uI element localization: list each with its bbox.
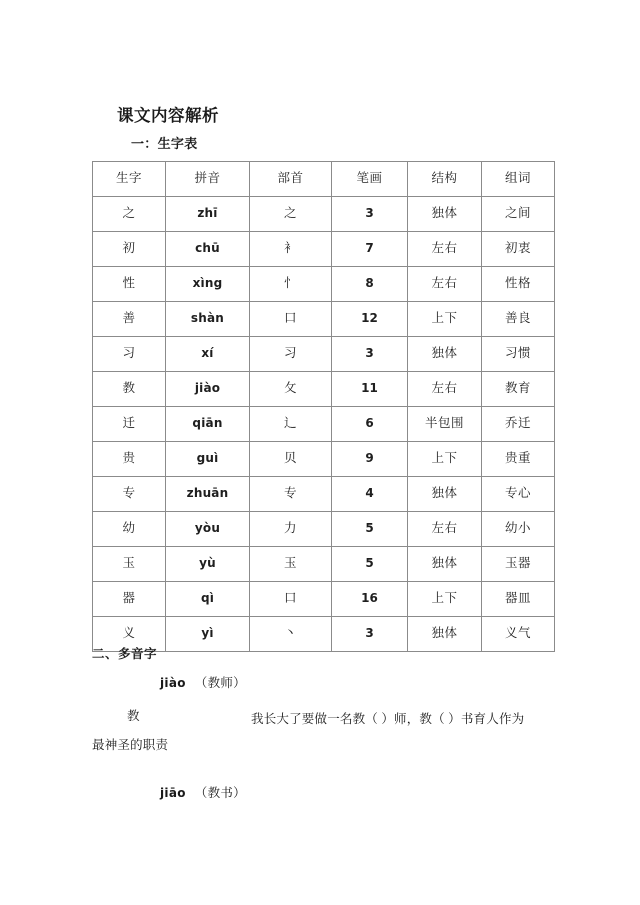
cell-character: 之 <box>93 197 166 232</box>
cell-character: 义 <box>93 617 166 652</box>
cell-pinyin: xìng <box>166 267 250 302</box>
cell-structure: 左右 <box>408 232 482 267</box>
cell-strokes: 11 <box>332 372 408 407</box>
table-row <box>93 407 555 442</box>
cell-character: 专 <box>93 477 166 512</box>
column-header-word: 组词 <box>482 162 555 197</box>
cell-radical: 口 <box>250 582 332 617</box>
cell-pinyin: yòu <box>166 512 250 547</box>
cell-structure: 上下 <box>408 302 482 337</box>
table-row <box>93 267 555 302</box>
cell-radical: 忄 <box>250 267 332 302</box>
cell-word: 幼小 <box>482 512 555 547</box>
cell-structure: 左右 <box>408 267 482 302</box>
cell-pinyin: guì <box>166 442 250 477</box>
table-body <box>93 197 555 652</box>
cell-pinyin: yì <box>166 617 250 652</box>
cell-pinyin: qiān <box>166 407 250 442</box>
table-row <box>93 512 555 547</box>
polyphone-reading-one <box>160 673 246 691</box>
section-two-heading: 二、多音字 <box>92 647 158 661</box>
table-row <box>93 442 555 477</box>
polyphone-reading-two-gloss: （教书） <box>194 786 246 800</box>
cell-strokes: 16 <box>332 582 408 617</box>
cell-structure: 独体 <box>408 477 482 512</box>
cell-pinyin: jiào <box>166 372 250 407</box>
cell-strokes: 5 <box>332 547 408 582</box>
cell-structure: 左右 <box>408 512 482 547</box>
cell-pinyin: zhuān <box>166 477 250 512</box>
cell-radical: 力 <box>250 512 332 547</box>
cell-character: 习 <box>93 337 166 372</box>
polyphone-reading-two <box>160 783 246 801</box>
page-title: 课文内容解析 <box>117 106 219 125</box>
column-header-pinyin: 拼音 <box>166 162 250 197</box>
table-row <box>93 232 555 267</box>
column-header-strokes: 笔画 <box>332 162 408 197</box>
cell-structure: 上下 <box>408 442 482 477</box>
section-one-heading: 一：生字表 <box>131 136 198 151</box>
cell-strokes: 4 <box>332 477 408 512</box>
cell-strokes: 9 <box>332 442 408 477</box>
table-row <box>93 582 555 617</box>
column-header-character: 生字 <box>93 162 166 197</box>
cell-radical: 攵 <box>250 372 332 407</box>
cell-character: 教 <box>93 372 166 407</box>
cell-strokes: 8 <box>332 267 408 302</box>
cell-pinyin: zhī <box>166 197 250 232</box>
cell-strokes: 3 <box>332 197 408 232</box>
cell-word: 教育 <box>482 372 555 407</box>
column-header-radical: 部首 <box>250 162 332 197</box>
table-header-row <box>93 162 555 197</box>
cell-radical: 辶 <box>250 407 332 442</box>
cell-word: 义气 <box>482 617 555 652</box>
cell-structure: 独体 <box>408 617 482 652</box>
polyphone-reading-one-gloss: （教师） <box>194 676 246 690</box>
cell-structure: 半包围 <box>408 407 482 442</box>
cell-pinyin: yù <box>166 547 250 582</box>
polyphone-example-sentence-line2: 最神圣的职责 <box>92 738 169 752</box>
cell-radical: 专 <box>250 477 332 512</box>
cell-structure: 左右 <box>408 372 482 407</box>
cell-structure: 独体 <box>408 337 482 372</box>
cell-strokes: 3 <box>332 337 408 372</box>
cell-radical: 衤 <box>250 232 332 267</box>
cell-character: 幼 <box>93 512 166 547</box>
cell-word: 性格 <box>482 267 555 302</box>
cell-character: 初 <box>93 232 166 267</box>
column-header-structure: 结构 <box>408 162 482 197</box>
table-row <box>93 547 555 582</box>
cell-pinyin: xí <box>166 337 250 372</box>
cell-radical: 口 <box>250 302 332 337</box>
cell-word: 初衷 <box>482 232 555 267</box>
cell-character: 迁 <box>93 407 166 442</box>
cell-structure: 独体 <box>408 197 482 232</box>
cell-character: 性 <box>93 267 166 302</box>
cell-word: 善良 <box>482 302 555 337</box>
cell-word: 之间 <box>482 197 555 232</box>
polyphone-reading-one-pinyin: jiào <box>160 676 186 690</box>
cell-strokes: 5 <box>332 512 408 547</box>
cell-radical: 玉 <box>250 547 332 582</box>
cell-character: 器 <box>93 582 166 617</box>
cell-radical: 贝 <box>250 442 332 477</box>
cell-character: 善 <box>93 302 166 337</box>
polyphone-example-sentence-line1: 我长大了要做一名教（ ）师，教（ ）书育人作为 <box>251 712 525 726</box>
cell-word: 习惯 <box>482 337 555 372</box>
cell-radical: 丶 <box>250 617 332 652</box>
table-row <box>93 477 555 512</box>
polyphone-base-character: 教 <box>127 709 140 723</box>
vocabulary-table <box>92 161 555 652</box>
cell-word: 贵重 <box>482 442 555 477</box>
polyphone-reading-two-pinyin: jiāo <box>160 786 186 800</box>
cell-character: 贵 <box>93 442 166 477</box>
cell-word: 专心 <box>482 477 555 512</box>
cell-radical: 习 <box>250 337 332 372</box>
cell-word: 玉器 <box>482 547 555 582</box>
table-row <box>93 372 555 407</box>
table-row <box>93 337 555 372</box>
cell-radical: 之 <box>250 197 332 232</box>
cell-pinyin: shàn <box>166 302 250 337</box>
vocab-table-container <box>92 161 554 652</box>
cell-strokes: 7 <box>332 232 408 267</box>
cell-strokes: 6 <box>332 407 408 442</box>
cell-pinyin: chū <box>166 232 250 267</box>
cell-strokes: 12 <box>332 302 408 337</box>
cell-structure: 上下 <box>408 582 482 617</box>
table-row <box>93 617 555 652</box>
cell-structure: 独体 <box>408 547 482 582</box>
cell-word: 乔迁 <box>482 407 555 442</box>
cell-strokes: 3 <box>332 617 408 652</box>
cell-pinyin: qì <box>166 582 250 617</box>
table-row <box>93 302 555 337</box>
table-row <box>93 197 555 232</box>
cell-word: 器皿 <box>482 582 555 617</box>
cell-character: 玉 <box>93 547 166 582</box>
